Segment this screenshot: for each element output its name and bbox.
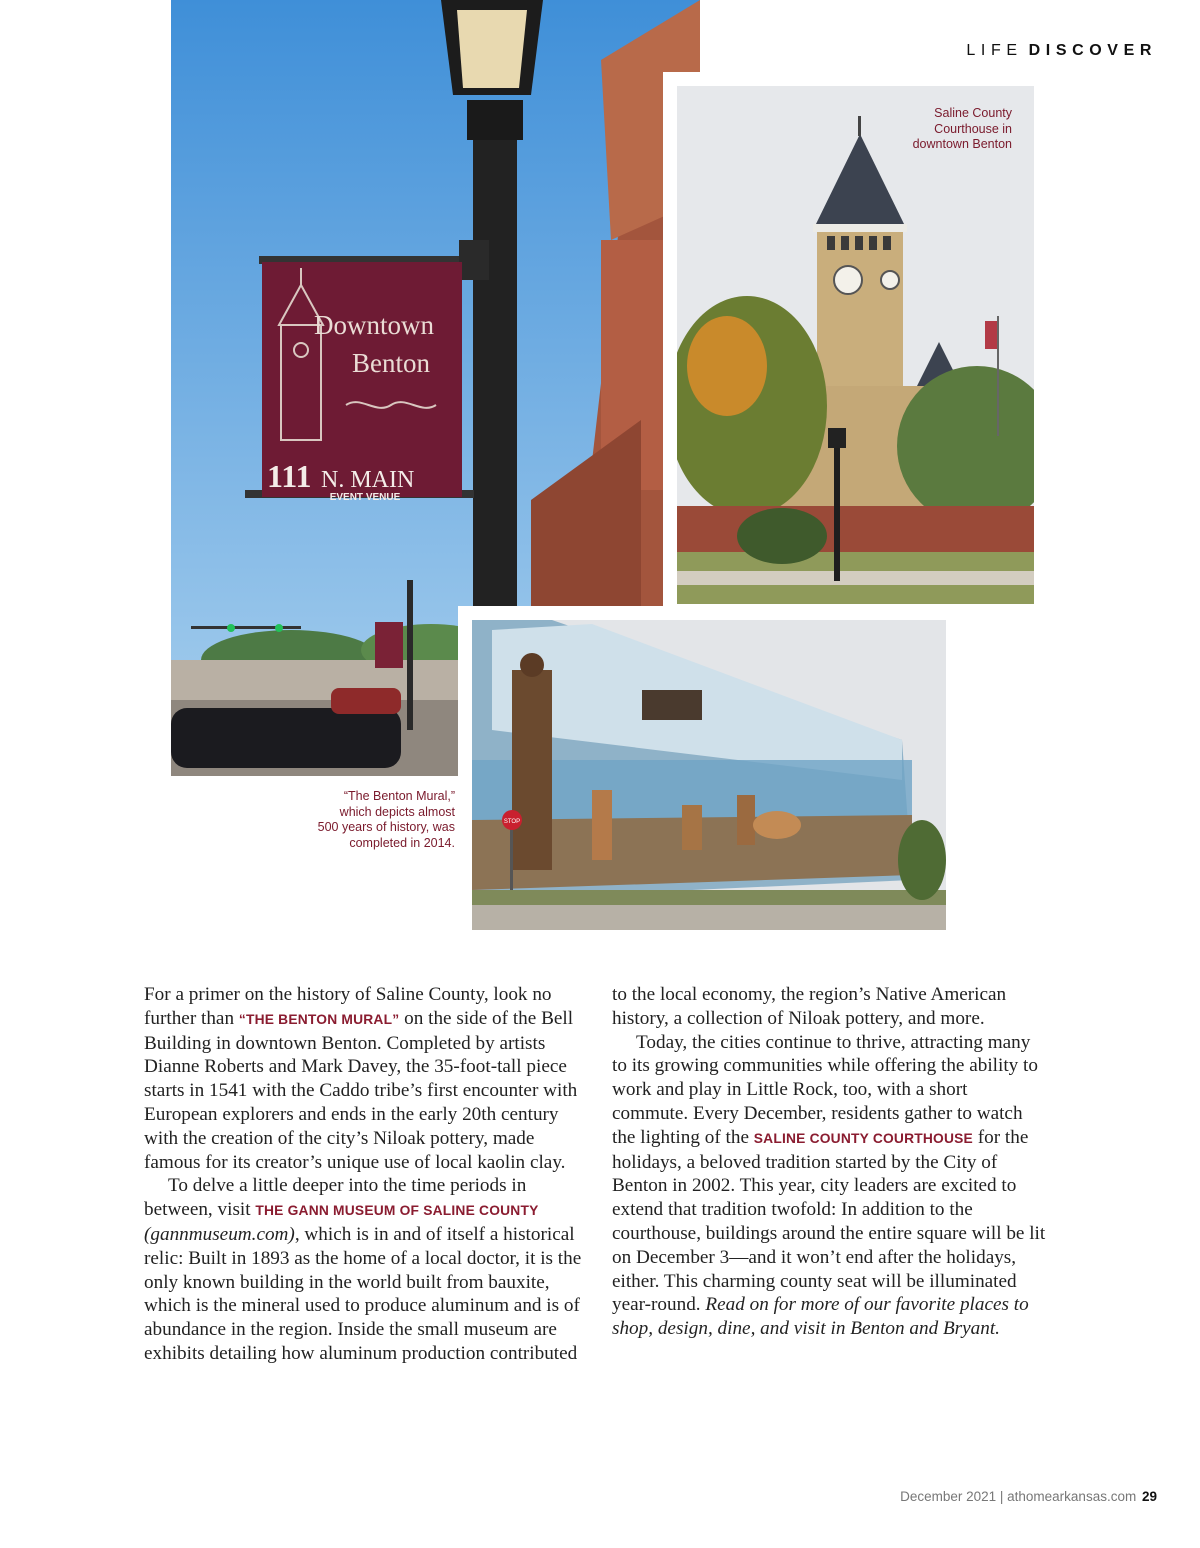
article-column-left	[144, 983, 590, 1366]
page-footer	[900, 1489, 1157, 1504]
mural-caption	[318, 789, 455, 851]
read-on-text: Read on for more of our favorite places to shop, design, dine, and visit in Benton and Bryant.	[612, 1294, 1029, 1340]
text-run: for the holidays, a beloved tradition started by the City of Benton in 2002. This year, city leaders are excited to extend that tradition twofold: In addition to the courthouse, buildings around the entire square will be lit on December 3—and it won’t end after the holidays, either. This charming county seat will be illuminated year-round.	[612, 1126, 1046, 1316]
text-run: Today, the cities continue to thrive, attracting many to its growing communities while offering the ability to work and play in Little Rock, too, with a short commute. Every December, residents gather to watch the lighting of the	[612, 1031, 1038, 1148]
banner-address-num: 111	[267, 458, 312, 494]
text-run: , which is in and of itself a historical relic: Built in 1893 as the home of a local doctor, it is the only known building in the world built from bauxite, which is the mineral used to produce aluminum and is of abundance in the region. Inside the small museum are exhibits detailing how aluminum production contributed	[144, 1223, 582, 1364]
section-label-strong: DISCOVER	[1028, 42, 1157, 59]
mural-caption-line: 500 years of history, was	[317, 820, 455, 834]
stop-sign-text: STOP	[503, 819, 521, 825]
article-column-right	[612, 983, 1046, 1341]
text-run: on the side of the Bell Building in downtown Benton. Completed by artists Dianne Roberts and Mark Davey, the 35-foot-tall piece starts in 1541 with the Caddo tribe’s first encounter with European explorers and ends in the early 20th century with the creation of the city’s Niloak pottery, made famous for its creator’s unique use of local kaolin clay.	[144, 1007, 578, 1173]
highlight-benton-mural: “THE BENTON MURAL”	[238, 1011, 400, 1027]
paragraph	[144, 983, 590, 1174]
museum-url: (gannmuseum.com)	[144, 1223, 295, 1245]
text-run: to the local economy, the region’s Native American history, a collection of Niloak pottery, and more.	[612, 984, 1007, 1029]
text-run: For a primer on the history of Saline County, look no further than	[144, 984, 552, 1029]
mural-caption-line: “The Benton Mural,”	[343, 789, 455, 803]
courthouse-caption-line: Courthouse in	[934, 121, 1012, 136]
banner-title-1: Downtown	[314, 310, 434, 340]
section-header	[966, 42, 1157, 60]
courthouse-caption-line: Saline County	[934, 106, 1012, 120]
issue-info: December 2021 | athomearkansas.com	[900, 1489, 1137, 1504]
text-run: To delve a little deeper into the time periods in between, visit	[144, 1175, 527, 1221]
banner-address: N. MAIN	[321, 467, 415, 493]
paragraph	[144, 1174, 590, 1365]
banner-venue: EVENT VENUE	[329, 492, 401, 503]
paragraph	[612, 983, 1046, 1031]
section-label: LIFE	[966, 42, 1023, 59]
courthouse-photo	[677, 86, 1034, 604]
courthouse-caption	[913, 106, 1012, 153]
banner-title-2: Benton	[352, 348, 430, 378]
page-number: 29	[1141, 1489, 1157, 1504]
highlight-gann-museum: THE GANN MUSEUM OF SALINE COUNTY	[255, 1203, 539, 1219]
courthouse-caption-line: downtown Benton	[912, 137, 1012, 151]
mural-caption-line: completed in 2014.	[349, 835, 455, 850]
highlight-courthouse: SALINE COUNTY COURTHOUSE	[753, 1130, 973, 1146]
paragraph	[612, 1031, 1046, 1341]
mural-caption-line: which depicts almost	[339, 804, 455, 819]
mural-photo	[472, 620, 946, 930]
